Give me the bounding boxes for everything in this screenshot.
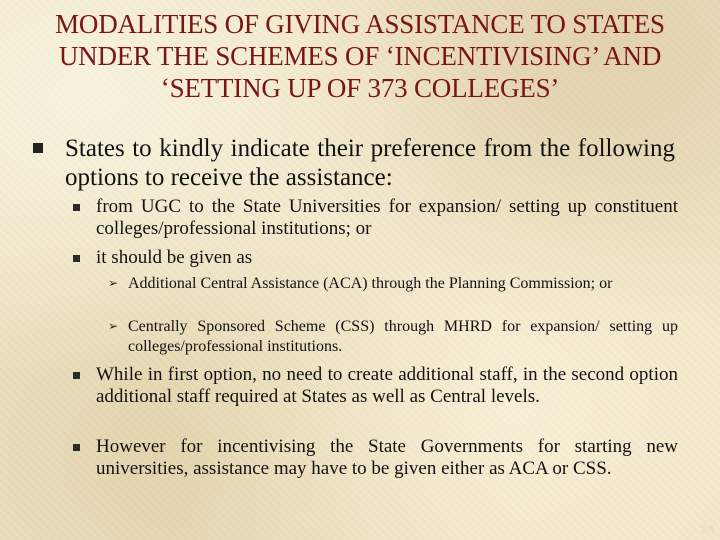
arrowhead-bullet-icon: ➢ [108,276,119,290]
option-1-text: from UGC to the State Universities for expansion/ setting up constituent colleges/professional institutions; or [96,196,678,239]
square-bullet-icon [73,372,80,379]
arrowhead-bullet-icon: ➢ [108,319,119,333]
square-bullet-icon [33,143,43,153]
title-line-1: MODALITIES OF GIVING ASSISTANCE TO STATES [55,9,665,39]
square-bullet-icon [73,204,80,211]
title-line-3: ‘SETTING UP OF 373 COLLEGES’ [160,73,560,103]
sub-option-2-text: Centrally Sponsored Scheme (CSS) through MHRD for expansion/ setting up colleges/professional institutions. [128,318,678,355]
sub-option-1-text: Additional Central Assistance (ACA) through the Planning Commission; or [128,275,613,292]
option-2-text: it should be given as [96,247,253,268]
square-bullet-icon [73,255,80,262]
title-line-2: UNDER THE SCHEMES OF ‘INCENTIVISING’ AND [58,41,662,71]
note-2-text: However for incentivising the State Governments for starting new universities, assistance may have to be given either as ACA or CSS. [96,436,678,479]
square-bullet-icon [73,444,80,451]
main-point-text: States to kindly indicate their preference from the following options to receive the assistance: [65,135,675,191]
note-1-text: While in first option, no need to create additional staff, in the second option additional staff required at States as well as Central levels. [96,364,678,407]
page-number: 24 [701,524,714,536]
